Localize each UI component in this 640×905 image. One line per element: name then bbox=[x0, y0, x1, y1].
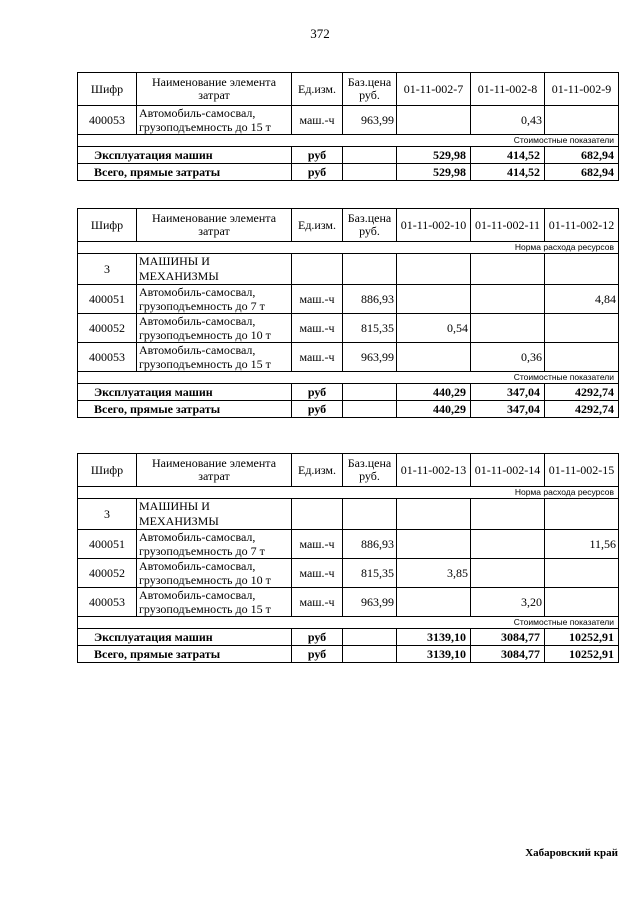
row-value-2: 3,20 bbox=[471, 588, 545, 617]
row-value-3: 4,84 bbox=[545, 285, 619, 314]
total-row-machines bbox=[78, 629, 619, 646]
row-unit: маш.-ч bbox=[292, 343, 343, 372]
cost-section-row bbox=[78, 617, 619, 629]
row-name bbox=[137, 106, 292, 135]
row-code: 400051 bbox=[78, 530, 137, 559]
total-empty bbox=[343, 384, 397, 401]
row-value-3 bbox=[545, 106, 619, 135]
row-price: 963,99 bbox=[343, 588, 397, 617]
total-unit: руб bbox=[292, 401, 343, 418]
table-header-row bbox=[78, 209, 619, 242]
total-value-1: 529,98 bbox=[397, 147, 471, 164]
total-row-direct bbox=[78, 164, 619, 181]
header-column-2: 01-11-002-14 bbox=[471, 454, 545, 487]
row-value-2: 0,36 bbox=[471, 343, 545, 372]
row-code: 400052 bbox=[78, 314, 137, 343]
header-column-2: 01-11-002-11 bbox=[471, 209, 545, 242]
header-column-3: 01-11-002-9 bbox=[545, 73, 619, 106]
total-unit: руб bbox=[292, 164, 343, 181]
row-name-line2: грузоподъемность до 10 т bbox=[139, 573, 271, 587]
group-name-line2: МЕХАНИЗМЫ bbox=[139, 269, 219, 283]
header-unit: Ед.изм. bbox=[292, 209, 343, 242]
row-name-line1: Автомобиль-самосвал, bbox=[139, 343, 256, 357]
row-value-1 bbox=[397, 588, 471, 617]
cost-section-row bbox=[78, 372, 619, 384]
header-price: Баз.цена руб. bbox=[343, 73, 397, 106]
table-header-row bbox=[78, 73, 619, 106]
row-code: 400053 bbox=[78, 343, 137, 372]
group-name-line1: МАШИНЫ И bbox=[139, 499, 210, 513]
table-row bbox=[78, 106, 619, 135]
header-code: Шифр bbox=[78, 209, 137, 242]
row-unit: маш.-ч bbox=[292, 106, 343, 135]
group-row bbox=[78, 254, 619, 285]
row-price: 815,35 bbox=[343, 314, 397, 343]
row-value-2 bbox=[471, 285, 545, 314]
row-unit: маш.-ч bbox=[292, 530, 343, 559]
group-name-line1: МАШИНЫ И bbox=[139, 254, 210, 268]
page-number: 372 bbox=[310, 26, 330, 41]
total-unit: руб bbox=[292, 147, 343, 164]
resource-table-1 bbox=[77, 72, 619, 181]
region-footer: Хабаровский край bbox=[525, 847, 618, 859]
row-value-3: 11,56 bbox=[545, 530, 619, 559]
total-empty bbox=[343, 401, 397, 418]
total-value-2: 414,52 bbox=[471, 147, 545, 164]
total-value-3: 4292,74 bbox=[545, 384, 619, 401]
row-unit: маш.-ч bbox=[292, 285, 343, 314]
total-row-direct bbox=[78, 646, 619, 663]
total-label: Эксплуатация машин bbox=[78, 384, 292, 401]
row-name-line2: грузоподъемность до 7 т bbox=[139, 544, 265, 558]
table-row bbox=[78, 559, 619, 588]
row-value-1 bbox=[397, 530, 471, 559]
total-value-3: 4292,74 bbox=[545, 401, 619, 418]
row-value-3 bbox=[545, 314, 619, 343]
total-label: Всего, прямые затраты bbox=[78, 401, 292, 418]
total-value-3: 682,94 bbox=[545, 164, 619, 181]
table-row bbox=[78, 588, 619, 617]
table-row bbox=[78, 285, 619, 314]
total-unit: руб bbox=[292, 384, 343, 401]
row-name-line2: грузоподъемность до 15 т bbox=[139, 602, 271, 616]
group-row bbox=[78, 499, 619, 530]
group-name bbox=[137, 254, 292, 285]
total-value-2: 3084,77 bbox=[471, 629, 545, 646]
total-value-3: 10252,91 bbox=[545, 629, 619, 646]
cost-section-label: Стоимостные показатели bbox=[78, 372, 619, 384]
row-name-line1: Автомобиль-самосвал, bbox=[139, 314, 256, 328]
total-label: Эксплуатация машин bbox=[78, 147, 292, 164]
total-unit: руб bbox=[292, 629, 343, 646]
total-value-1: 3139,10 bbox=[397, 629, 471, 646]
total-empty bbox=[343, 164, 397, 181]
group-name-line2: МЕХАНИЗМЫ bbox=[139, 514, 219, 528]
row-price: 886,93 bbox=[343, 530, 397, 559]
group-code: 3 bbox=[78, 254, 137, 285]
row-code: 400052 bbox=[78, 559, 137, 588]
header-code: Шифр bbox=[78, 73, 137, 106]
row-name-line1: Автомобиль-самосвал, bbox=[139, 530, 256, 544]
row-name bbox=[137, 559, 292, 588]
row-value-3 bbox=[545, 559, 619, 588]
group-code: 3 bbox=[78, 499, 137, 530]
row-value-1: 0,54 bbox=[397, 314, 471, 343]
row-value-1 bbox=[397, 285, 471, 314]
total-row-machines bbox=[78, 147, 619, 164]
table-row bbox=[78, 314, 619, 343]
resource-table-2 bbox=[77, 208, 619, 418]
cost-section-label: Стоимостные показатели bbox=[78, 135, 619, 147]
row-unit: маш.-ч bbox=[292, 559, 343, 588]
header-price: Баз.цена руб. bbox=[343, 209, 397, 242]
header-name: Наименование элемента затрат bbox=[137, 73, 292, 106]
cost-section-row bbox=[78, 135, 619, 147]
row-name bbox=[137, 530, 292, 559]
total-empty bbox=[343, 147, 397, 164]
row-name-line2: грузоподъемность до 15 т bbox=[139, 120, 271, 134]
header-column-3: 01-11-002-12 bbox=[545, 209, 619, 242]
header-unit: Ед.изм. bbox=[292, 73, 343, 106]
row-value-1 bbox=[397, 343, 471, 372]
row-value-2 bbox=[471, 530, 545, 559]
total-value-3: 682,94 bbox=[545, 147, 619, 164]
row-name-line2: грузоподъемность до 15 т bbox=[139, 357, 271, 371]
header-column-1: 01-11-002-10 bbox=[397, 209, 471, 242]
header-column-3: 01-11-002-15 bbox=[545, 454, 619, 487]
total-label: Эксплуатация машин bbox=[78, 629, 292, 646]
row-value-1 bbox=[397, 106, 471, 135]
norm-section-label: Норма расхода ресурсов bbox=[78, 242, 619, 254]
row-name bbox=[137, 285, 292, 314]
row-name-line2: грузоподъемность до 10 т bbox=[139, 328, 271, 342]
row-name-line1: Автомобиль-самосвал, bbox=[139, 588, 256, 602]
norm-section-row bbox=[78, 487, 619, 499]
total-value-2: 347,04 bbox=[471, 384, 545, 401]
total-value-1: 3139,10 bbox=[397, 646, 471, 663]
row-value-1: 3,85 bbox=[397, 559, 471, 588]
resource-table-3 bbox=[77, 453, 619, 663]
norm-section-row bbox=[78, 242, 619, 254]
table-header-row bbox=[78, 454, 619, 487]
header-name: Наименование элемента затрат bbox=[137, 209, 292, 242]
row-name bbox=[137, 588, 292, 617]
row-value-3 bbox=[545, 588, 619, 617]
total-value-1: 529,98 bbox=[397, 164, 471, 181]
row-unit: маш.-ч bbox=[292, 314, 343, 343]
total-value-2: 3084,77 bbox=[471, 646, 545, 663]
row-name-line1: Автомобиль-самосвал, bbox=[139, 285, 256, 299]
row-code: 400053 bbox=[78, 588, 137, 617]
cost-section-label: Стоимостные показатели bbox=[78, 617, 619, 629]
row-price: 815,35 bbox=[343, 559, 397, 588]
total-value-1: 440,29 bbox=[397, 384, 471, 401]
total-label: Всего, прямые затраты bbox=[78, 164, 292, 181]
row-value-2 bbox=[471, 314, 545, 343]
row-name-line1: Автомобиль-самосвал, bbox=[139, 106, 256, 120]
row-value-2 bbox=[471, 559, 545, 588]
header-column-2: 01-11-002-8 bbox=[471, 73, 545, 106]
header-unit: Ед.изм. bbox=[292, 454, 343, 487]
row-value-3 bbox=[545, 343, 619, 372]
total-label: Всего, прямые затраты bbox=[78, 646, 292, 663]
total-row-direct bbox=[78, 401, 619, 418]
table-row bbox=[78, 343, 619, 372]
header-name: Наименование элемента затрат bbox=[137, 454, 292, 487]
row-price: 886,93 bbox=[343, 285, 397, 314]
total-row-machines bbox=[78, 384, 619, 401]
header-column-1: 01-11-002-13 bbox=[397, 454, 471, 487]
row-price: 963,99 bbox=[343, 343, 397, 372]
total-value-3: 10252,91 bbox=[545, 646, 619, 663]
header-code: Шифр bbox=[78, 454, 137, 487]
total-unit: руб bbox=[292, 646, 343, 663]
group-name bbox=[137, 499, 292, 530]
total-empty bbox=[343, 646, 397, 663]
row-value-2: 0,43 bbox=[471, 106, 545, 135]
row-price: 963,99 bbox=[343, 106, 397, 135]
total-value-2: 347,04 bbox=[471, 401, 545, 418]
header-price: Баз.цена руб. bbox=[343, 454, 397, 487]
header-column-1: 01-11-002-7 bbox=[397, 73, 471, 106]
row-code: 400053 bbox=[78, 106, 137, 135]
row-name bbox=[137, 343, 292, 372]
total-empty bbox=[343, 629, 397, 646]
row-code: 400051 bbox=[78, 285, 137, 314]
row-name bbox=[137, 314, 292, 343]
total-value-2: 414,52 bbox=[471, 164, 545, 181]
row-name-line2: грузоподъемность до 7 т bbox=[139, 299, 265, 313]
total-value-1: 440,29 bbox=[397, 401, 471, 418]
row-name-line1: Автомобиль-самосвал, bbox=[139, 559, 256, 573]
table-row bbox=[78, 530, 619, 559]
row-unit: маш.-ч bbox=[292, 588, 343, 617]
norm-section-label: Норма расхода ресурсов bbox=[78, 487, 619, 499]
